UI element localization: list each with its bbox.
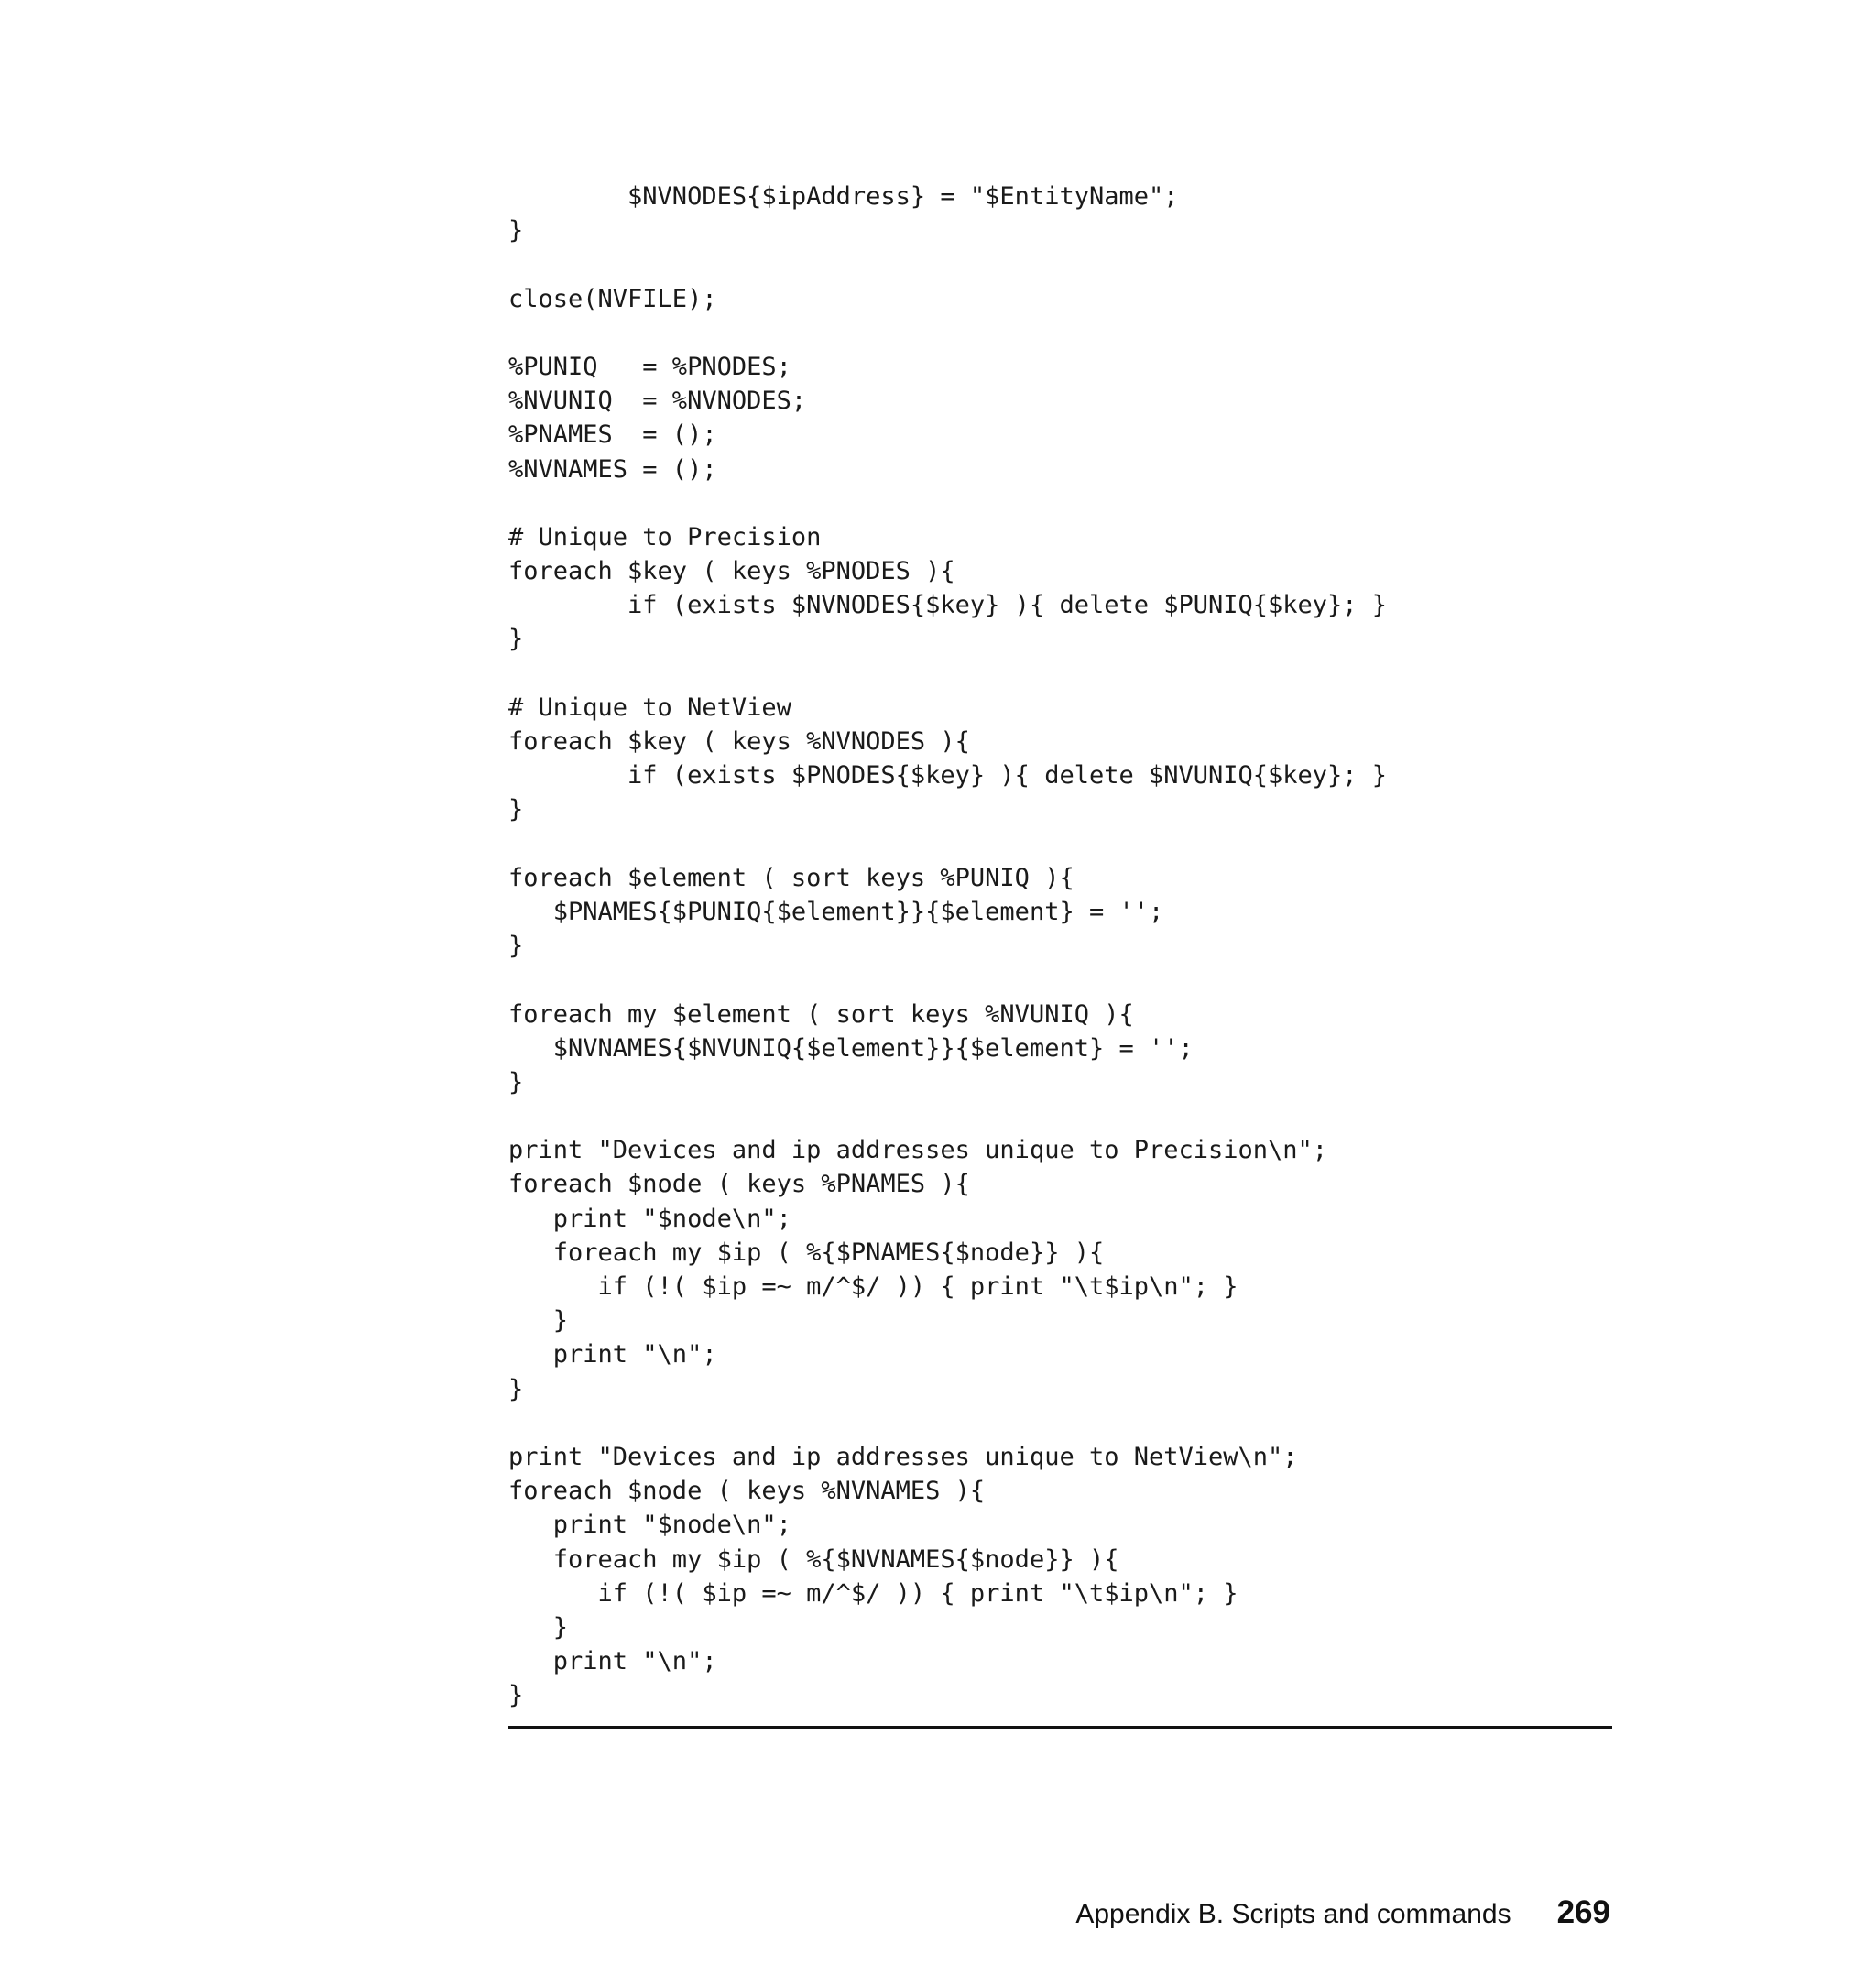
code-line: foreach my $ip ( %{$PNAMES{$node}} ){ (508, 1238, 1105, 1267)
code-line: foreach $element ( sort keys %PUNIQ ){ (508, 863, 1074, 892)
code-line: } (508, 795, 524, 824)
code-line (508, 1406, 1612, 1440)
code-line: } (508, 216, 524, 246)
code-line: } (508, 1681, 524, 1710)
code-line: print "\n"; (508, 1647, 717, 1676)
code-line: foreach $key ( keys %PNODES ){ (508, 557, 955, 586)
code-line: } (508, 625, 524, 654)
code-line: %NVNAMES = (); (508, 454, 717, 484)
code-line: } (508, 932, 524, 961)
code-line: # Unique to Precision (508, 522, 822, 551)
code-line: } (508, 1612, 569, 1642)
code-line: print "$node\n"; (508, 1204, 791, 1233)
code-line: print "\n"; (508, 1340, 717, 1369)
code-line: $NVNODES{$ipAddress} = "$EntityName"; (508, 182, 1179, 211)
code-line: foreach $node ( keys %NVNAMES ){ (508, 1477, 986, 1506)
code-line: } (508, 1374, 524, 1403)
footer-chapter-title: Appendix B. Scripts and commands (1075, 1899, 1511, 1929)
code-line (508, 657, 1612, 691)
code-line: %PNAMES = (); (508, 420, 717, 450)
code-line: $PNAMES{$PUNIQ{$element}}{$element} = ''; (508, 897, 1164, 926)
code-line: close(NVFILE); (508, 284, 717, 313)
code-line: } (508, 1306, 569, 1336)
code-line: print "$node\n"; (508, 1511, 791, 1540)
code-listing (508, 180, 1612, 1712)
page-footer (1075, 1894, 1610, 1931)
code-line (508, 486, 1612, 520)
code-line: print "Devices and ip addresses unique to Precision\n"; (508, 1136, 1328, 1165)
code-line: foreach $key ( keys %NVNODES ){ (508, 727, 970, 756)
code-line: %PUNIQ = %PNODES; (508, 352, 791, 381)
code-line: foreach $node ( keys %PNAMES ){ (508, 1170, 970, 1199)
code-line: %NVUNIQ = %NVNODES; (508, 387, 807, 416)
code-line: print "Devices and ip addresses unique to NetView\n"; (508, 1442, 1298, 1471)
code-line: foreach my $element ( sort keys %NVUNIQ ){ (508, 999, 1134, 1029)
code-end-rule (508, 1726, 1612, 1729)
page-number: 269 (1556, 1894, 1610, 1930)
code-line (508, 963, 1612, 997)
code-line (508, 1099, 1612, 1133)
code-line: # Unique to NetView (508, 693, 791, 722)
code-line (508, 316, 1612, 350)
code-line: foreach my $ip ( %{$NVNAMES{$node}} ){ (508, 1544, 1119, 1574)
code-line (508, 247, 1612, 281)
code-line: if (!( $ip =~ m/^$/ )) { print "\t$ip\n"; } (508, 1272, 1238, 1301)
code-line (508, 827, 1612, 861)
code-line: $NVNAMES{$NVUNIQ{$element}}{$element} = ''; (508, 1033, 1194, 1063)
code-line: if (exists $PNODES{$key} ){ delete $NVUNIQ{$key}; } (508, 761, 1388, 791)
code-line: if (!( $ip =~ m/^$/ )) { print "\t$ip\n"; } (508, 1578, 1238, 1608)
code-line: if (exists $NVNODES{$key} ){ delete $PUNIQ{$key}; } (508, 591, 1388, 620)
code-line: } (508, 1067, 524, 1097)
